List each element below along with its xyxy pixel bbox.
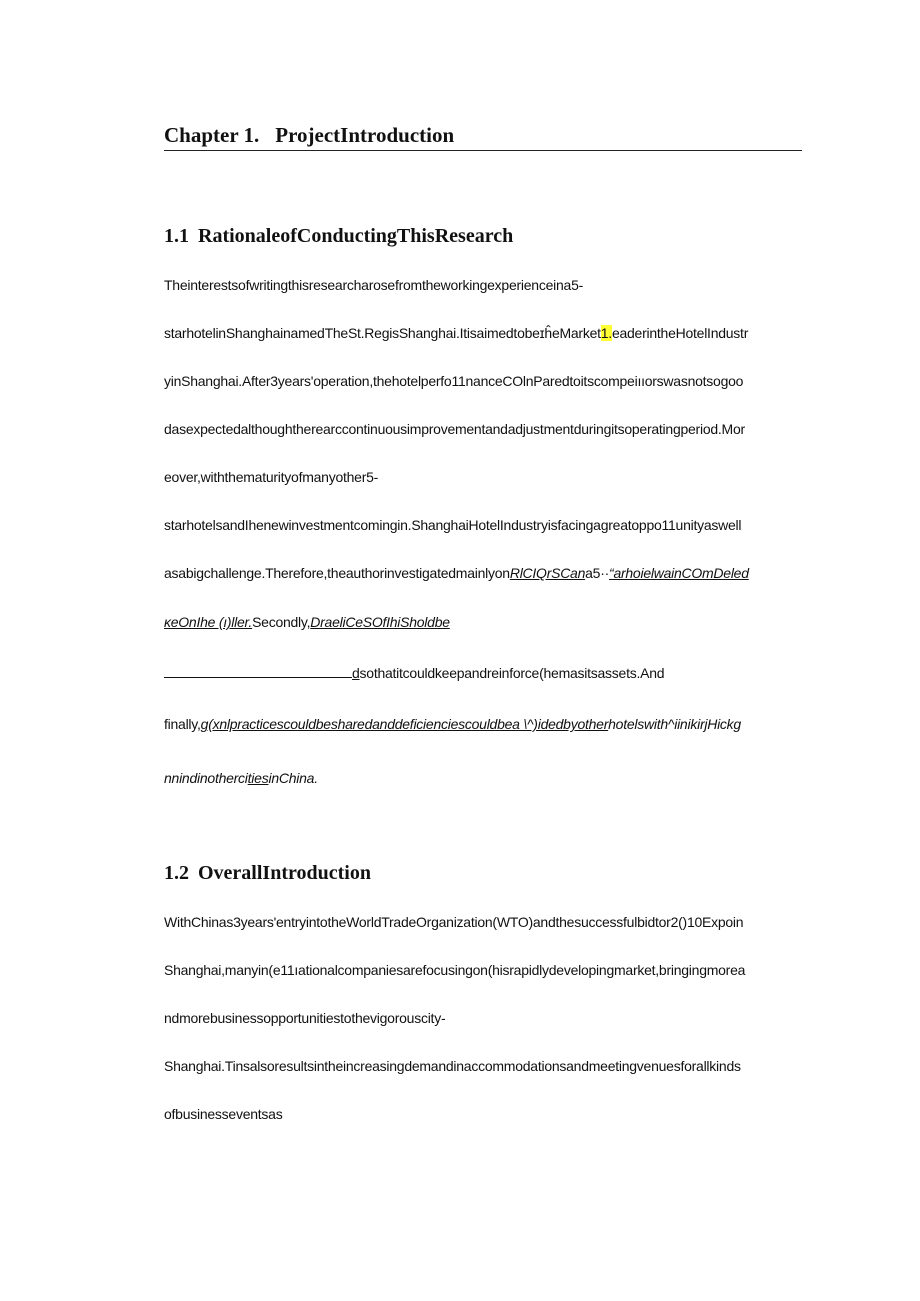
paragraph-line: Theinterestsofwritingthisresearcharosefromtheworkingexperienceina5- [164, 277, 584, 293]
chapter-heading [164, 123, 802, 151]
section-number: 1.1 [164, 225, 189, 247]
garbled-underlined-text: DraeliCeSOfIhiSholdbe [310, 614, 450, 630]
paragraph-line: eover,withthematurityofmanyother5- [164, 469, 379, 485]
chapter-title: ProjectIntroduction [275, 123, 455, 147]
paragraph-line [164, 565, 804, 581]
garbled-underlined-text: “arhoielwainCOmDeled [609, 565, 749, 581]
garbled-italic-text: nnindinotherci [164, 770, 248, 786]
section-1-2-heading [164, 862, 802, 885]
paragraph-line: starhotelsandIhenewinvestmentcomingin.ShanghaiHotelIndustryisfacingagreatoppo11unityaswell [164, 517, 742, 533]
paragraph-line: Shanghai.Tinsalsoresultsintheincreasingdemandinaccommodationsandmeetingvenuesforallkinds [164, 1058, 741, 1074]
text-run: starhotelinShanghainamedTheSt.RegisShanghai.ItisaimedtobeɪĥeMarket [164, 325, 601, 341]
paragraph-line: ndmorebusinessopportunitiestothevigorouscity- [164, 1010, 446, 1026]
paragraph-line [164, 325, 804, 341]
garbled-italic-text: inChina. [268, 770, 318, 786]
highlighted-text: 1. [600, 325, 612, 341]
garbled-underlined-text: g(xnlpracticescouldbesharedanddeficienciescouldbea \^)idedbyother [200, 716, 609, 732]
text-run: asabigchallenge.Therefore,theauthorinvestigatedmainlyon [164, 565, 510, 581]
paragraph-line: WithChinas3years'entryintotheWorldTradeOrganization(WTO)andthesuccessfulbidtor2()10Expoin [164, 914, 744, 930]
garbled-underlined-text: κeOnIhe (ı)ller. [164, 614, 253, 630]
section-title: OverallIntroduction [198, 862, 371, 884]
section-number: 1.2 [164, 862, 189, 884]
garbled-underlined-text: RlCIQrSCan [509, 565, 586, 581]
paragraph-line [164, 614, 804, 630]
paragraph-line [164, 770, 804, 786]
text-run: a5·· [585, 565, 610, 581]
paragraph-line: ofbusinesseventsas [164, 1106, 283, 1122]
text-run: Secondly, [252, 614, 311, 630]
paragraph-line [164, 665, 804, 681]
text-run: d [352, 665, 360, 681]
blank-fill-line [164, 665, 352, 678]
section-1-1-heading [164, 225, 802, 248]
garbled-italic-text: hotelswith^iinikirjHickg [608, 716, 741, 732]
garbled-underlined-text: ties [247, 770, 269, 786]
section-title: RationaleofConductingThisResearch [198, 225, 514, 247]
text-run: finally, [164, 716, 201, 732]
paragraph-line: dasexpectedalthoughtherearccontinuousimprovementandadjustmentduringitsoperatingperiod.Mor [164, 421, 745, 437]
paragraph-line [164, 716, 804, 732]
paragraph-line: Shanghai,manyin(e11ıationalcompaniesarefocusingon(hisrapidlydevelopingmarket,bringingmorea [164, 962, 746, 978]
text-run: eaderintheHotelIndustr [611, 325, 749, 341]
paragraph-line: yinShanghai.After3years'operation,thehotelperfo11nanceCOlnParedtoitscompeiııorswasnotsogoo [164, 373, 744, 389]
chapter-number: Chapter 1. [164, 123, 260, 147]
text-run: sothatitcouldkeepandreinforce(hemasitsassets.And [359, 665, 665, 681]
